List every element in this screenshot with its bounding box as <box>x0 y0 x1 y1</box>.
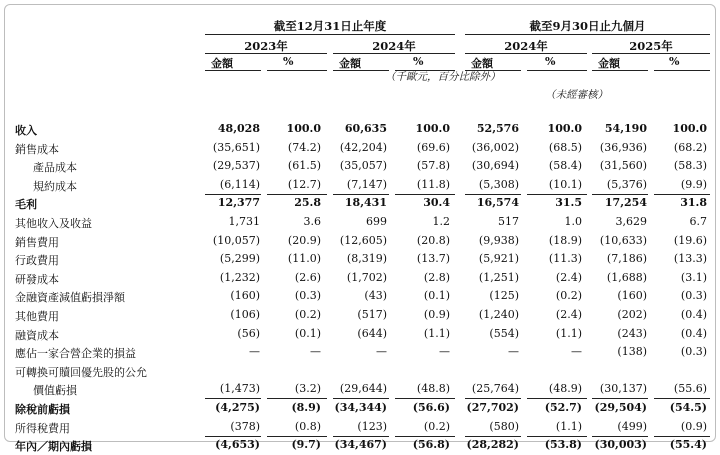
row-label: 價值虧損 <box>33 384 77 398</box>
cell-value: (123) <box>357 419 387 433</box>
cell-value: (12.7) <box>287 177 321 191</box>
cell-value: 1.2 <box>432 215 450 228</box>
cell-value: 31.5 <box>555 196 582 210</box>
col-underline <box>592 70 648 71</box>
subtotal-rule <box>654 398 710 399</box>
table-row <box>5 363 715 381</box>
col-header-amount: 金額 <box>211 57 233 70</box>
cell-value: (1.1) <box>423 326 450 340</box>
cell-value: (58.4) <box>548 159 582 173</box>
cell-value: (0.9) <box>680 419 707 433</box>
cell-value: (74.2) <box>287 140 321 154</box>
cell-value: (0.3) <box>680 345 707 359</box>
table-row <box>5 344 715 362</box>
year-underline <box>592 53 710 54</box>
cell-value: 1,731 <box>228 215 260 228</box>
cell-value: (12,605) <box>339 233 387 247</box>
cell-value: 16,574 <box>476 196 519 210</box>
row-label: 融資成本 <box>15 328 59 342</box>
cell-value: (68.5) <box>548 140 582 154</box>
row-label: 行政費用 <box>15 254 59 268</box>
group-underline-1 <box>205 34 455 35</box>
cell-value: 48,028 <box>217 122 260 135</box>
subtotal-rule <box>333 194 389 195</box>
financial-table <box>4 4 716 454</box>
subtotal-rule <box>592 398 648 399</box>
cell-value: (48.8) <box>416 382 450 396</box>
cell-value: — <box>249 345 260 359</box>
table-row <box>5 195 715 213</box>
unit-note: （千歐元，百分比除外） <box>385 71 501 83</box>
row-label: 毛利 <box>15 198 37 212</box>
subtotal-rule <box>465 436 521 437</box>
cell-value: (54.5) <box>669 401 707 414</box>
cell-value: 3.6 <box>303 215 321 228</box>
cell-value: (0.3) <box>294 289 321 303</box>
col-underline <box>654 70 710 71</box>
cell-value: (378) <box>230 419 260 433</box>
cell-value: (0.8) <box>294 419 321 433</box>
cell-value: (34,344) <box>334 401 387 414</box>
cell-value: 52,576 <box>476 122 519 135</box>
row-label: 其他費用 <box>15 310 59 323</box>
cell-value: — <box>571 345 582 359</box>
cell-value: 699 <box>366 215 387 228</box>
row-label: 其他收入及收益 <box>15 217 92 230</box>
cell-value: (2.4) <box>555 270 582 284</box>
cell-value: 18,431 <box>344 196 387 210</box>
cell-value: (2.6) <box>294 270 321 284</box>
cell-value: (0.4) <box>680 326 707 340</box>
cell-value: (3.1) <box>680 270 707 284</box>
cell-value: (69.6) <box>416 140 450 154</box>
cell-value: (0.3) <box>680 289 707 303</box>
cell-value: 517 <box>498 215 519 228</box>
table-row <box>5 326 715 344</box>
cell-value: (20.9) <box>287 233 321 247</box>
year-underline <box>205 53 327 54</box>
cell-value: (2.8) <box>423 270 450 284</box>
cell-value: 12,377 <box>217 196 260 210</box>
col-header-pct: % <box>283 55 294 68</box>
cell-value: (499) <box>617 419 647 433</box>
cell-value: (30,137) <box>599 382 647 396</box>
cell-value: (1,688) <box>606 270 647 284</box>
cell-value: (43) <box>364 289 387 303</box>
cell-value: (28,282) <box>466 438 519 452</box>
row-label: 收入 <box>15 124 37 137</box>
table-row <box>5 288 715 306</box>
cell-value: (8.9) <box>291 401 321 414</box>
cell-value: — <box>310 345 321 359</box>
row-label: 規約成本 <box>33 179 77 193</box>
cell-value: — <box>508 345 519 359</box>
cell-value: (13.7) <box>416 252 450 266</box>
cell-value: (11.0) <box>287 252 321 266</box>
cell-value: (8,319) <box>346 252 387 266</box>
cell-value: (68.2) <box>673 140 707 154</box>
cell-value: (56.8) <box>412 438 450 452</box>
cell-value: (5,921) <box>478 252 519 266</box>
cell-value: (35,651) <box>212 140 260 154</box>
year-underline <box>333 53 455 54</box>
col-header-pct: % <box>669 55 680 68</box>
cell-value: (125) <box>489 289 519 303</box>
cell-value: (10,633) <box>599 233 647 247</box>
subtotal-rule <box>333 436 389 437</box>
cell-value: (4,275) <box>215 401 260 414</box>
cell-value: (7,147) <box>346 177 387 191</box>
row-label: 除稅前虧損 <box>15 403 70 416</box>
cell-value: (554) <box>489 326 519 340</box>
subtotal-rule <box>267 194 327 195</box>
cell-value: (6,114) <box>219 177 260 191</box>
year-underline <box>465 53 587 54</box>
table-row <box>5 140 715 158</box>
cell-value: (1.1) <box>555 419 582 433</box>
row-label: 銷售成本 <box>15 142 59 156</box>
year-header-2025-9m: 2025年 <box>629 39 673 53</box>
group-header-full-year: 截至12月31日止年度 <box>273 19 387 33</box>
cell-value: (9,938) <box>478 233 519 247</box>
cell-value: (58.3) <box>673 159 707 173</box>
cell-value: (57.8) <box>416 159 450 173</box>
row-label: 年內／期內虧損 <box>15 440 92 454</box>
cell-value: (11.3) <box>548 252 582 266</box>
audit-note: （未經審核） <box>545 89 608 101</box>
cell-value: (10.1) <box>548 177 582 191</box>
cell-value: 100.0 <box>415 122 450 135</box>
cell-value: (34,467) <box>334 438 387 452</box>
cell-value: (0.2) <box>555 289 582 303</box>
cell-value: (138) <box>617 345 647 359</box>
cell-value: (5,308) <box>478 177 519 191</box>
cell-value: (160) <box>230 289 260 303</box>
cell-value: (30,694) <box>471 159 519 173</box>
table-row <box>5 307 715 325</box>
row-label: 可轉換可贖回優先股的公允 <box>15 365 147 379</box>
subtotal-rule <box>527 194 587 195</box>
subtotal-rule <box>527 436 587 437</box>
cell-value: (61.5) <box>287 159 321 173</box>
subtotal-rule <box>465 398 521 399</box>
col-header-pct: % <box>413 55 424 68</box>
cell-value: (1,232) <box>219 270 260 284</box>
cell-value: (53.8) <box>544 438 582 452</box>
cell-value: (0.1) <box>423 289 450 303</box>
table-row <box>5 233 715 251</box>
subtotal-rule <box>267 436 327 437</box>
table-row <box>5 381 715 399</box>
subtotal-rule <box>654 194 710 195</box>
cell-value: (3.2) <box>294 382 321 396</box>
col-underline <box>267 70 327 71</box>
cell-value: (9.9) <box>680 177 707 191</box>
row-label: 研發成本 <box>15 272 59 286</box>
cell-value: (27,702) <box>466 401 519 414</box>
year-header-2024: 2024年 <box>372 39 416 53</box>
cell-value: (13.3) <box>673 252 707 266</box>
cell-value: (7,186) <box>606 252 647 266</box>
cell-value: (30,003) <box>594 438 647 452</box>
year-header-2024-9m: 2024年 <box>504 39 548 53</box>
cell-value: (36,936) <box>599 140 647 154</box>
group-header-nine-months: 截至9月30日止九個月 <box>529 19 646 33</box>
cell-value: (0.9) <box>423 308 450 321</box>
cell-value: (1,702) <box>346 270 387 284</box>
cell-value: 60,635 <box>344 122 387 135</box>
cell-value: (55.4) <box>669 438 707 452</box>
cell-value: (29,537) <box>212 159 260 173</box>
cell-value: (42,204) <box>339 140 387 154</box>
table-row <box>5 400 715 418</box>
cell-value: (29,504) <box>594 401 647 414</box>
cell-value: (1,240) <box>478 308 519 321</box>
table-row <box>5 177 715 195</box>
subtotal-rule <box>465 194 521 195</box>
cell-value: (4,653) <box>215 438 260 452</box>
cell-value: (160) <box>617 289 647 303</box>
cell-value: (0.1) <box>294 326 321 340</box>
cell-value: (5,376) <box>606 177 647 191</box>
cell-value: (29,644) <box>339 382 387 396</box>
cell-value: 3,629 <box>615 215 647 228</box>
cell-value: (48.9) <box>548 382 582 396</box>
col-underline <box>333 70 389 71</box>
row-label: 產品成本 <box>33 161 77 175</box>
cell-value: (10,057) <box>212 233 260 247</box>
cell-value: (106) <box>230 308 260 321</box>
cell-value: (1,251) <box>478 270 519 284</box>
cell-value: 100.0 <box>547 122 582 135</box>
cell-value: (9.7) <box>291 438 321 452</box>
cell-value: (20.8) <box>416 233 450 247</box>
cell-value: (56) <box>237 326 260 340</box>
cell-value: (0.4) <box>680 308 707 321</box>
year-header-2023: 2023年 <box>244 39 288 53</box>
col-underline <box>205 70 261 71</box>
subtotal-rule <box>333 398 389 399</box>
table-row <box>5 158 715 176</box>
cell-value: (644) <box>357 326 387 340</box>
col-header-amount: 金額 <box>471 57 493 70</box>
cell-value: 100.0 <box>672 122 707 135</box>
cell-value: 100.0 <box>286 122 321 135</box>
subtotal-rule <box>395 398 455 399</box>
row-label: 應佔一家合營企業的損益 <box>15 347 136 361</box>
cell-value: — <box>439 345 450 359</box>
subtotal-rule <box>205 398 261 399</box>
cell-value: 6.7 <box>689 215 707 228</box>
subtotal-rule <box>592 436 648 437</box>
col-underline <box>527 70 587 71</box>
subtotal-rule <box>527 398 587 399</box>
cell-value: 25.8 <box>294 196 321 210</box>
table-row <box>5 270 715 288</box>
table-row <box>5 419 715 437</box>
group-underline-2 <box>465 34 710 35</box>
cell-value: (1,473) <box>219 382 260 396</box>
table-row <box>5 437 715 455</box>
cell-value: 54,190 <box>604 122 647 135</box>
cell-value: (0.2) <box>423 419 450 433</box>
cell-value: (19.6) <box>673 233 707 247</box>
cell-value: (5,299) <box>219 252 260 266</box>
cell-value: 30.4 <box>423 196 450 210</box>
cell-value: (56.6) <box>412 401 450 414</box>
cell-value: (1.1) <box>555 326 582 340</box>
cell-value: (517) <box>357 308 387 321</box>
cell-value: (31,560) <box>599 159 647 173</box>
subtotal-rule <box>205 194 261 195</box>
row-label: 所得稅費用 <box>15 421 70 435</box>
subtotal-rule <box>395 194 455 195</box>
subtotal-rule <box>395 436 455 437</box>
cell-value: (18.9) <box>548 233 582 247</box>
col-header-amount: 金額 <box>339 57 361 70</box>
cell-value: (2.4) <box>555 308 582 321</box>
table-row <box>5 121 715 139</box>
cell-value: (52.7) <box>544 401 582 414</box>
col-header-amount: 金額 <box>598 57 620 70</box>
col-header-pct: % <box>545 55 556 68</box>
subtotal-rule <box>267 398 327 399</box>
table-row <box>5 251 715 269</box>
row-label: 銷售費用 <box>15 235 59 249</box>
cell-value: (35,057) <box>339 159 387 173</box>
cell-value: (202) <box>617 308 647 321</box>
cell-value: 31.8 <box>680 196 707 210</box>
subtotal-rule <box>205 436 261 437</box>
cell-value: (580) <box>489 419 519 433</box>
cell-value: — <box>376 345 387 359</box>
cell-value: (55.6) <box>673 382 707 396</box>
cell-value: (11.8) <box>416 177 450 191</box>
row-label: 金融資產減值虧損淨額 <box>15 291 125 305</box>
subtotal-rule <box>654 436 710 437</box>
table-row <box>5 214 715 232</box>
subtotal-rule <box>592 194 648 195</box>
cell-value: (25,764) <box>471 382 519 396</box>
cell-value: (36,002) <box>471 140 519 154</box>
cell-value: (243) <box>617 326 647 340</box>
cell-value: 17,254 <box>604 196 647 210</box>
cell-value: 1.0 <box>564 215 582 228</box>
cell-value: (0.2) <box>294 308 321 321</box>
